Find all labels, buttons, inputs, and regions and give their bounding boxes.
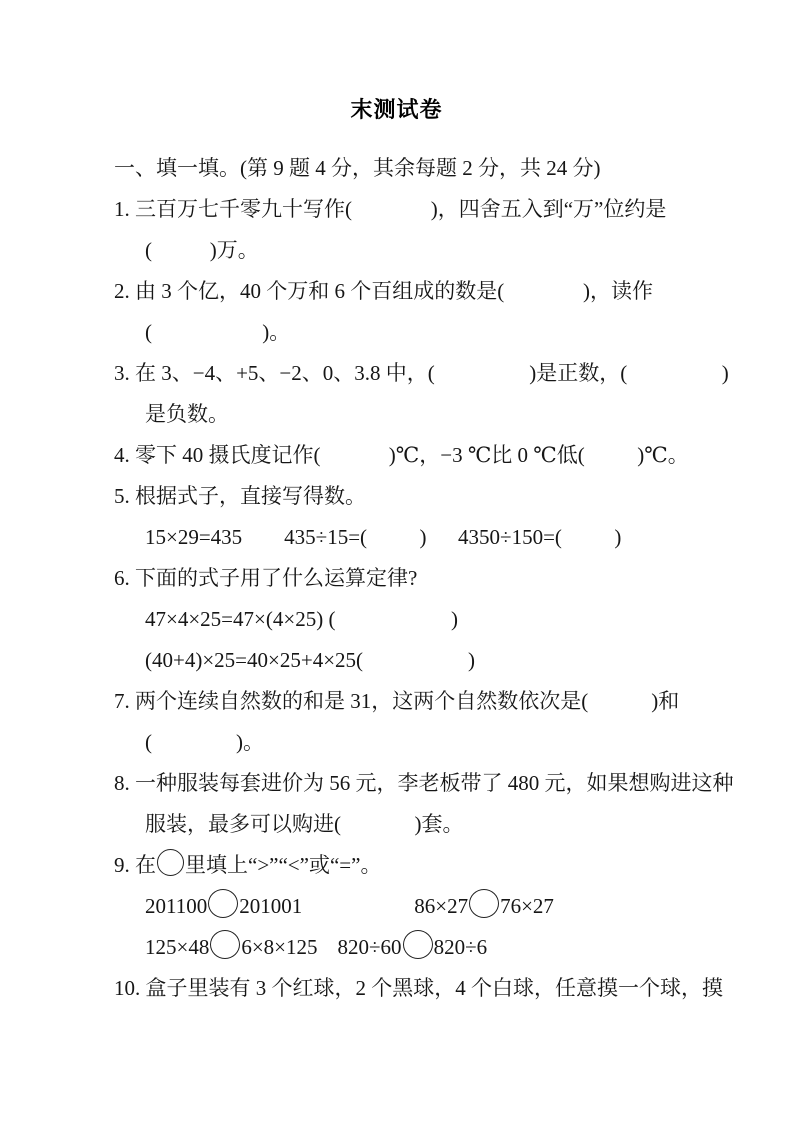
comparison-circle	[157, 849, 184, 876]
question-1-line-2: ( )万。	[145, 238, 259, 262]
question-9-prompt	[114, 845, 793, 886]
question-2-line-2: ( )。	[145, 320, 291, 344]
comparison-circle	[210, 930, 240, 959]
question-5-line-1: 5. 根据式子，直接写得数。	[114, 484, 366, 508]
comparison-left: 201100	[145, 894, 208, 918]
comparison-circle	[403, 930, 433, 959]
question-2-line-1: 2. 由 3 个亿，40 个万和 6 个百组成的数是( )，读作	[114, 279, 653, 303]
question-10-line-1: 10. 盒子里装有 3 个红球，2 个黑球，4 个白球，任意摸一个球，摸	[114, 976, 723, 1000]
comparison-left: 86×27	[414, 894, 469, 918]
comparison-circle	[469, 889, 499, 918]
question-8-line-1: 8. 一种服装每套进价为 56 元，李老板带了 480 元，如果想购进这种	[114, 771, 734, 795]
question-7-line-2: ( )。	[145, 730, 264, 754]
question-8-line-2: 服装，最多可以购进( )套。	[145, 812, 464, 836]
question-6-equation-1: 47×4×25=47×(4×25) ( )	[145, 607, 458, 631]
comparison-right: 820÷6	[433, 935, 488, 959]
question-6-equation-2: (40+4)×25=40×25+4×25( )	[145, 648, 476, 672]
question-4-line-1: 4. 零下 40 摄氏度记作( )℃，−3 ℃比 0 ℃低( )℃。	[114, 443, 689, 467]
comparison-right: 76×27	[500, 894, 554, 918]
question-6-line-1: 6. 下面的式子用了什么运算定律?	[114, 566, 418, 590]
question-3-line-1: 3. 在 3、−4、+5、−2、0、3.8 中，( )是正数，( )	[114, 361, 729, 385]
comparison-left: 820÷60	[337, 935, 402, 959]
paper-body	[0, 125, 793, 1009]
section-heading: 一、填一填。(第 9 题 4 分，其余每题 2 分，共 24 分)	[114, 156, 601, 180]
question-3-line-2: 是负数。	[145, 402, 229, 426]
question-1-line-1: 1. 三百万七千零九十写作( )，四舍五入到“万”位约是	[114, 197, 667, 221]
question-9-row-2	[114, 927, 793, 968]
question-7-line-1: 7. 两个连续自然数的和是 31，这两个自然数依次是( )和	[114, 689, 680, 713]
comparison-right: 6×8×125	[241, 935, 318, 959]
page-title: 末测试卷	[350, 97, 443, 122]
question-9-row-1	[114, 886, 793, 927]
question-9-prompt-pre: 9. 在	[114, 853, 156, 877]
comparison-right: 201001	[239, 894, 303, 918]
question-9-prompt-post: 里填上“>”“<”或“=”。	[185, 853, 382, 877]
comparison-circle	[208, 889, 238, 918]
comparison-left: 125×48	[145, 935, 210, 959]
question-5-equations: 15×29=435 435÷15=( ) 4350÷150=( )	[145, 525, 622, 549]
